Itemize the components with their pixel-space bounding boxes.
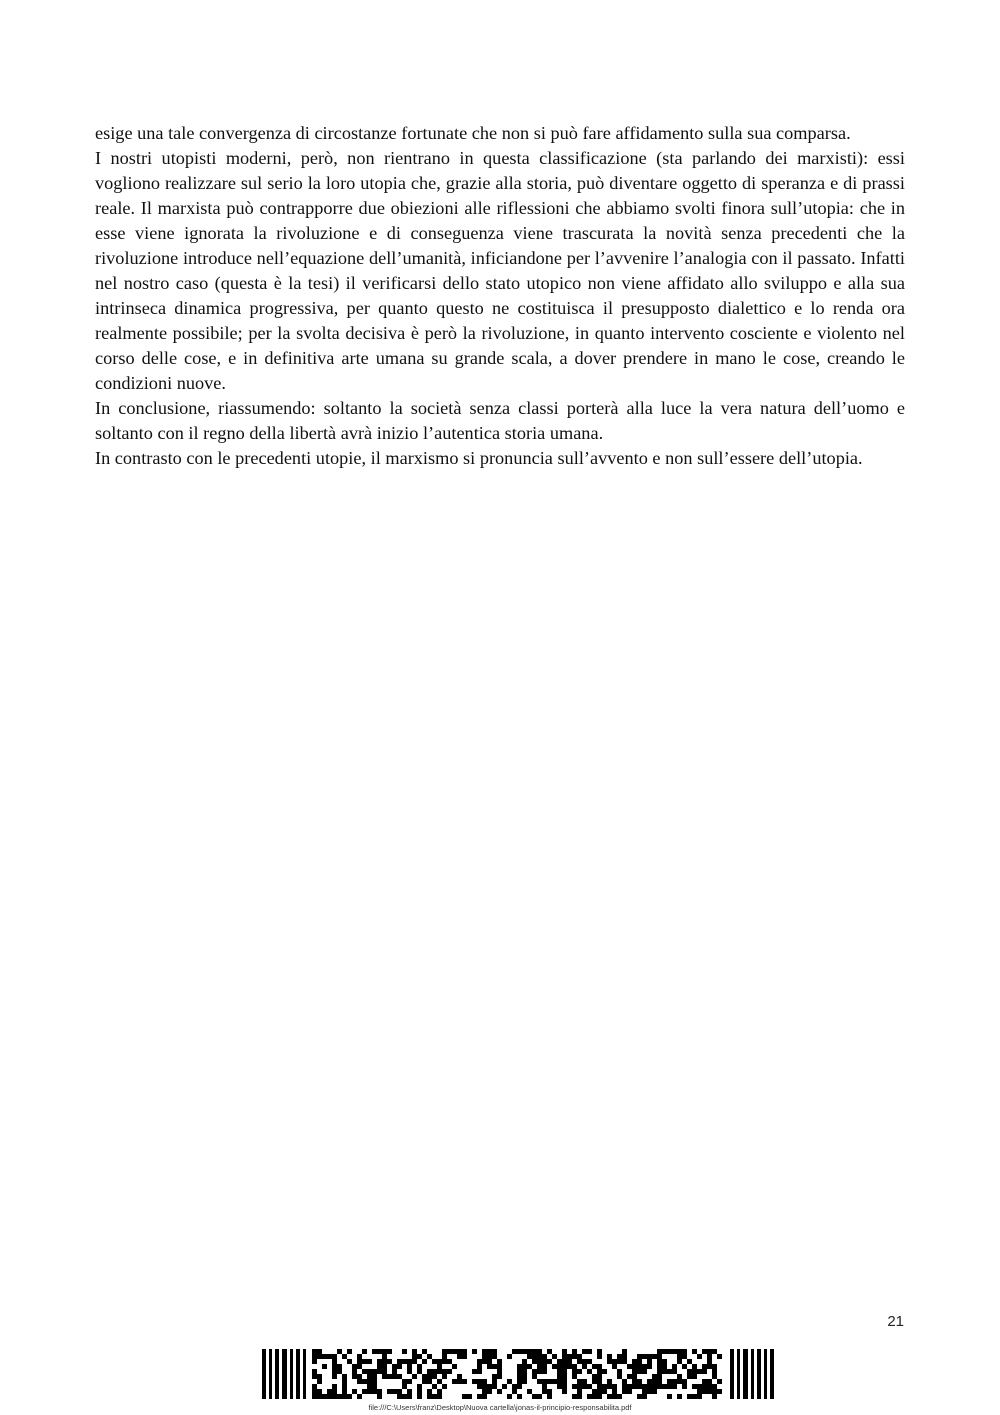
paragraph-3: In conclusione, riassumendo: soltanto la società senza classi porterà alla luce la vera natura dell’uomo e soltanto con il regno della libertà avrà inizio l’autentica storia umana. — [95, 398, 905, 443]
paragraph-2: I nostri utopisti moderni, però, non rientrano in questa classificazione (sta parlando dei marxisti): essi vogliono realizzare sul serio la loro utopia che, grazie alla storia, può diventare oggetto di speranza e di prassi reale. Il marxista può contrapporre due obiezioni alle riflessioni che abbiamo svolti finora sull’utopia: che in esse viene ignorata la rivoluzione e di conseguenza viene trascurata la novità senza precedenti che la rivoluzione introduce nell’equazione dell’umanità, inficiandone per l’avvenire l’analogia con il passato. Infatti nel nostro caso (questa è la tesi) il verificarsi dello stato utopico non viene affidato allo sviluppo e alla sua intrinseca dinamica progressiva, per quanto questo ne costituisca il presupposto dialettico e lo renda ora realmente possibile; per la svolta decisiva è però la rivoluzione, in quanto intervento cosciente e violento nel corso delle cose, e in definitiva arte umana su grande scala, a dover prendere in mano le cose, creando le condizioni nuove. — [95, 148, 905, 393]
footer-file-path: file:///C:\Users\franz\Desktop\Nuova cartella\jonas-il-principio-responsabilita.pdf — [368, 1403, 632, 1412]
body-text — [95, 121, 905, 471]
paragraph-1: esige una tale convergenza di circostanze fortunate che non si può fare affidamento sulla sua comparsa. — [95, 123, 851, 143]
paragraph-4: In contrasto con le precedenti utopie, il marxismo si pronuncia sull’avvento e non sull’essere dell’utopia. — [95, 448, 863, 468]
barcode — [262, 1349, 774, 1399]
page-number: 21 — [887, 1313, 904, 1330]
